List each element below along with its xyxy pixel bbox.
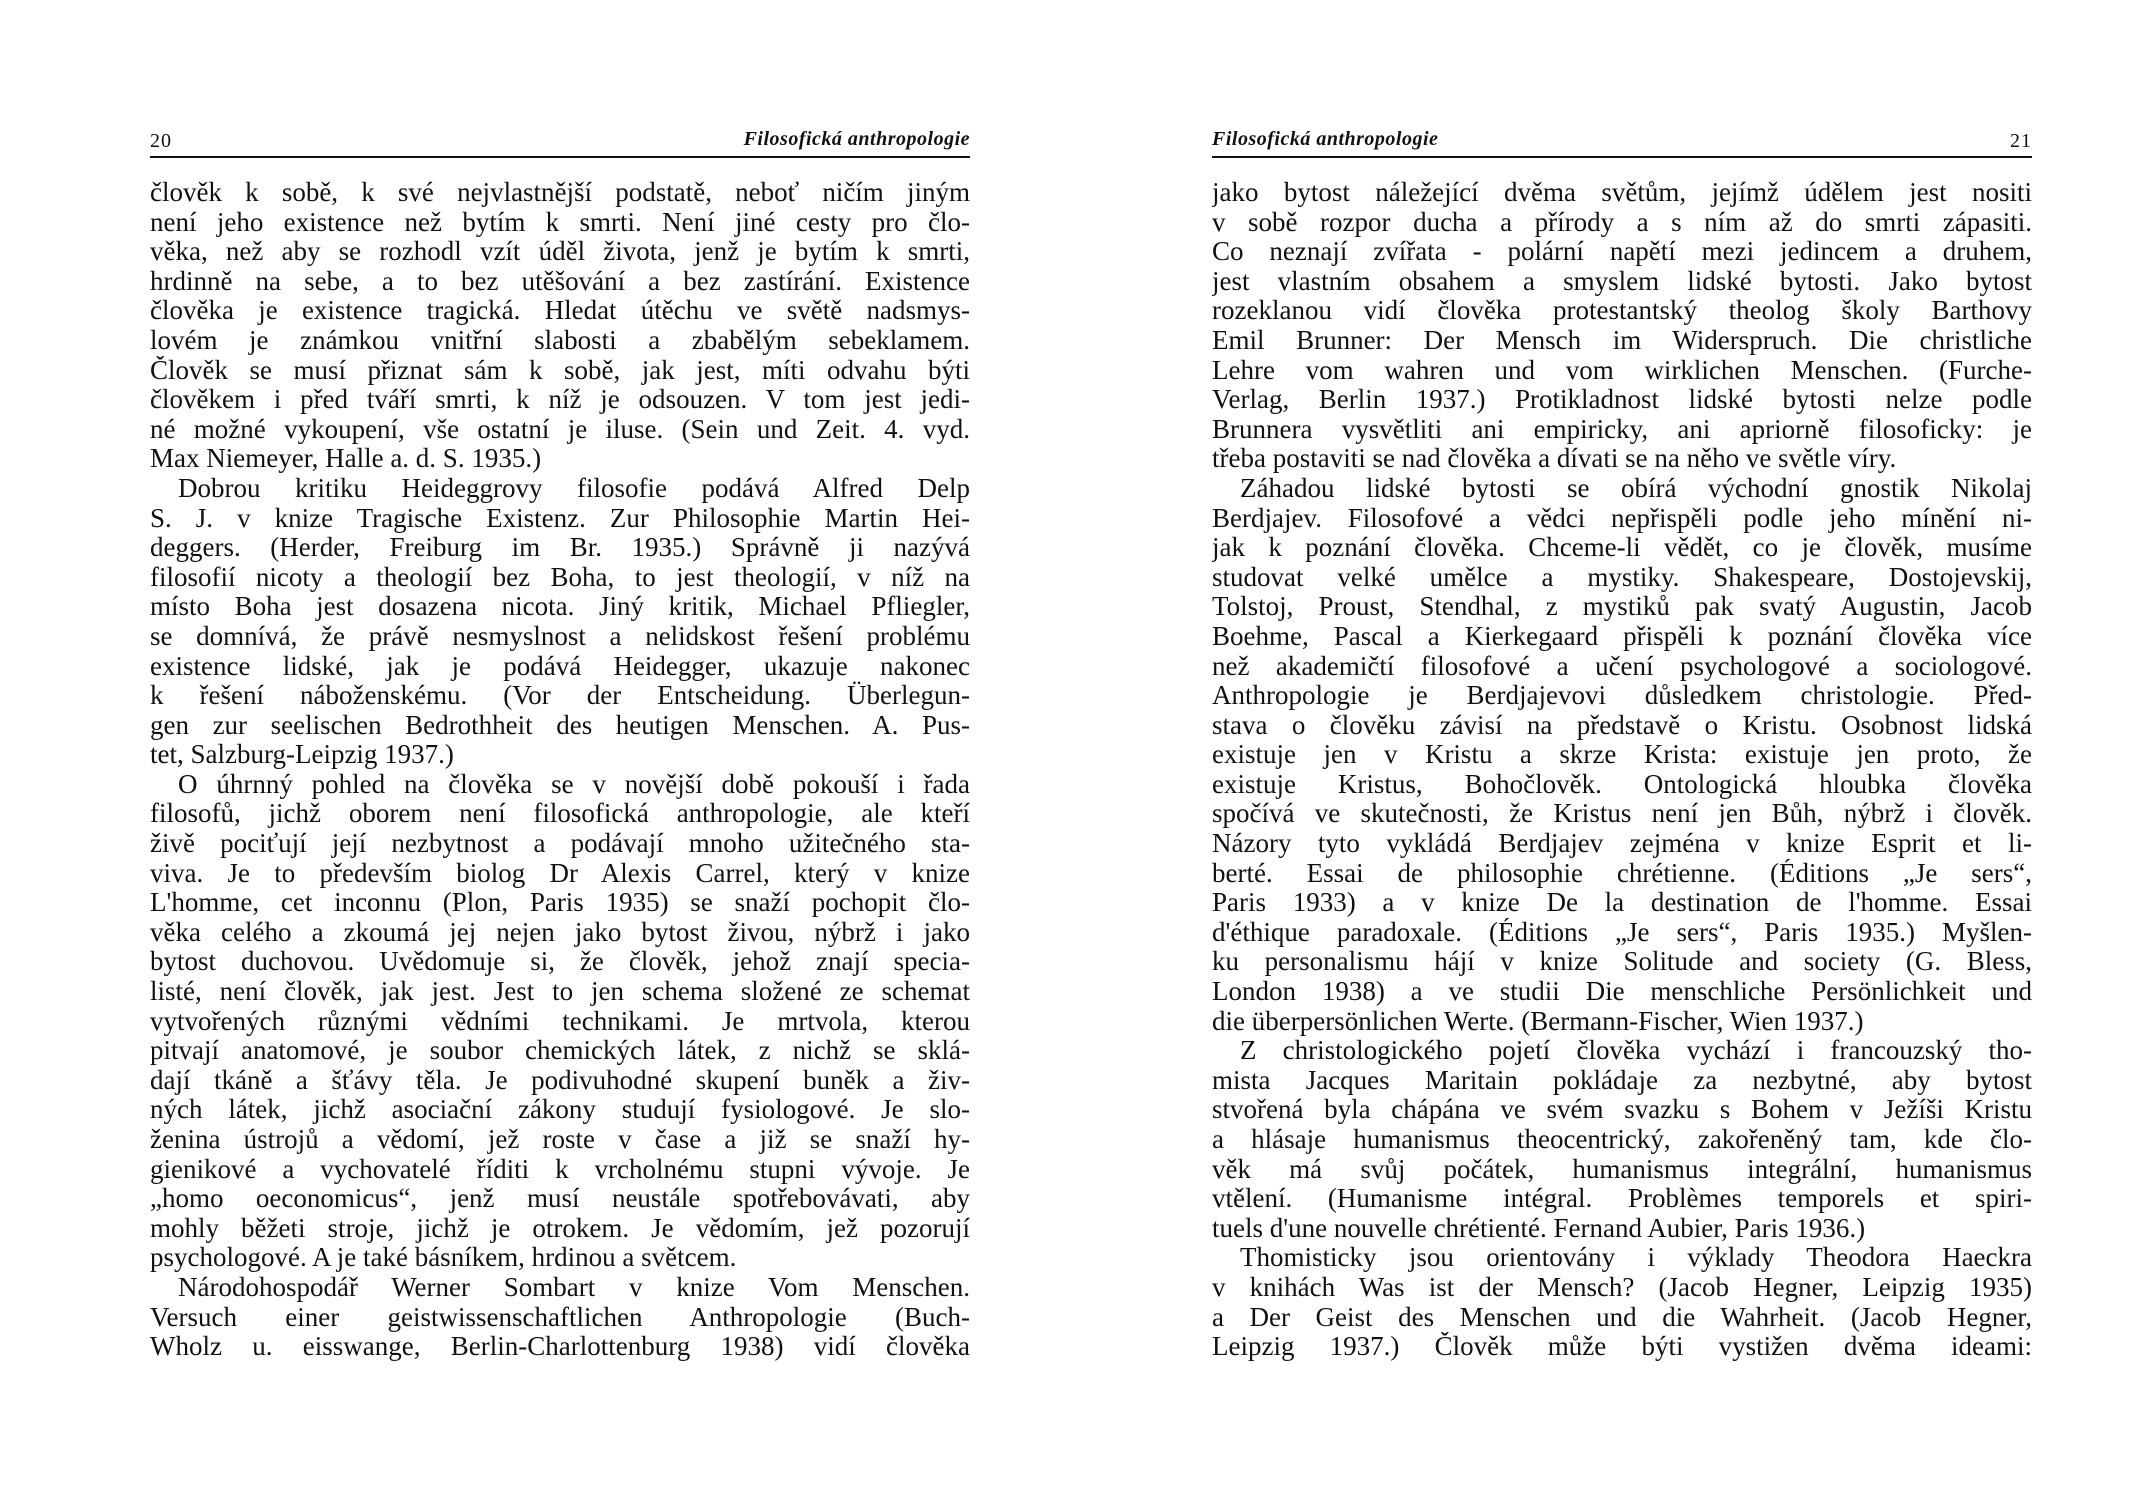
running-title: Filosofická anthropologie [1212,128,1439,150]
text-line: a hlásaje humanismus theocentrický, zakořeněný tam, kde člo- [1212,1125,2032,1154]
text-line: není jeho existence než bytím k smrti. Není jiné cesty pro člo- [150,207,970,237]
text-line: ženina ústrojů a vědomí, jež roste v čase a již se snaží hy- [150,1125,970,1154]
text-line: spočívá ve skutečnosti, že Kristus není jen Bůh, nýbrž i člověk. [1212,799,2032,829]
right-page-text [1212,178,2032,1362]
text-line: jako bytost náležející dvěma světům, jejímž údělem jest nositi [1212,178,2032,207]
text-line: existuje Kristus, Bohočlověk. Ontologická hloubka člověka [1212,769,2032,799]
text-line: stava o člověku závisí na představě o Kristu. Osobnost lidská [1212,710,2032,740]
left-page-header [150,126,970,154]
text-line: mohly běžeti stroje, jichž je otrokem. Je vědomím, jež pozorují [150,1213,970,1243]
text-line: Max Niemeyer, Halle a. d. S. 1935.) [150,444,542,474]
left-page [150,0,970,1500]
left-page-text [150,178,970,1362]
text-line: filosofií nicoty a theologií bez Boha, to jest theologií, v níž na [150,562,970,592]
text-line: existence lidské, jak je podává Heidegger, ukazuje nakonec [150,651,970,681]
text-line: člověka je existence tragická. Hledat útěchu ve světě nadsmys- [150,296,970,326]
text-line: věka, než aby se rozhodl vzít úděl života, jenž je bytím k smrti, [150,237,970,267]
text-line: než akademičtí filosofové a učení psychologové a sociologové. [1212,651,2032,681]
text-line: Berdjajev. Filosofové a vědci nepřispěli podle jeho mínění ni- [1212,503,2032,533]
text-line: třeba postaviti se nad člověka a dívati se na něho ve světle víry. [1212,444,1897,474]
text-line: d'éthique paradoxale. (Éditions „Je sers“, Paris 1935.) Myšlen- [1212,917,2032,947]
text-line: stvořená byla chápána ve svém svazku s Bohem v Ježíši Kristu [1212,1095,2032,1125]
text-line: hrdinně na sebe, a to bez utěšování a bez zastírání. Existence [150,266,970,296]
text-line: gienikové a vychovatelé říditi k vrcholnému stupni vývoje. Je [150,1154,970,1184]
text-line: ných látek, jichž asociační zákony studují fysiologové. Je slo- [150,1095,970,1125]
text-line: Boehme, Pascal a Kierkegaard přispěli k poznání člověka více [1212,621,2032,651]
text-line: se domnívá, že právě nesmyslnost a nelidskost řešení problému [150,621,970,651]
text-line: Brunnera vysvětliti ani empiricky, ani apriorně filosoficky: je [1212,414,2032,444]
text-line: Versuch einer geistwissenschaftlichen Anthropologie (Buch- [150,1302,970,1332]
text-line: filosofů, jichž oborem není filosofická anthropologie, ale kteří [150,799,970,829]
text-line: studovat velké umělce a mystiky. Shakespeare, Dostojevskij, [1212,562,2032,592]
text-line: v sobě rozpor ducha a přírody a s ním až do smrti zápasiti. [1212,207,2032,237]
text-line: Thomisticky jsou orientovány i výklady Theodora Haeckra [1240,1243,2032,1273]
text-line: tuels d'une nouvelle chrétienté. Fernand Aubier, Paris 1936.) [1212,1213,1866,1243]
text-line: listé, není člověk, jak jest. Jest to jen schema složené ze schemat [150,977,970,1007]
text-line: Tolstoj, Proust, Stendhal, z mystiků pak svatý Augustin, Jacob [1212,592,2032,622]
page-number: 21 [2010,130,2032,152]
text-line: Člověk se musí přiznat sám k sobě, jak jest, míti odvahu býti [150,355,970,385]
text-line: místo Boha jest dosazena nicota. Jiný kritik, Michael Pfliegler, [150,592,970,622]
text-line: O úhrnný pohled na člověka se v novější době pokouší i řada [178,769,970,799]
text-line: vtělení. (Humanisme intégral. Problèmes temporels et spiri- [1212,1184,2032,1214]
text-line: Emil Brunner: Der Mensch im Widerspruch. Die christliche [1212,325,2032,355]
text-line: L'homme, cet inconnu (Plon, Paris 1935) se snaží pochopit člo- [150,888,970,918]
text-line: deggers. (Herder, Freiburg im Br. 1935.) Správně ji nazývá [150,533,970,563]
text-line: Lehre vom wahren und vom wirklichen Menschen. (Furche- [1212,355,2032,385]
text-line: Anthropologie je Berdjajevovi důsledkem christologie. Před- [1212,681,2032,711]
text-line: psychologové. A je také básníkem, hrdinou a světcem. [150,1243,737,1273]
text-line: die überpersönlichen Werte. (Bermann-Fischer, Wien 1937.) [1212,1006,1864,1036]
text-line: Národohospodář Werner Sombart v knize Vom Menschen. [178,1272,970,1302]
text-line: člověkem i před tváří smrti, k níž je odsouzen. V tom jest jedi- [150,385,970,415]
text-line: gen zur seelischen Bedrothheit des heutigen Menschen. A. Pus- [150,710,970,740]
text-line: bytost duchovou. Uvědomuje si, že člověk, jehož znají specia- [150,947,970,977]
text-line: existuje jen v Kristu a skrze Krista: existuje jen proto, že [1212,740,2032,770]
text-line: viva. Je to především biolog Dr Alexis Carrel, který v knize [150,858,970,888]
text-line: S. J. v knize Tragische Existenz. Zur Philosophie Martin Hei- [150,503,970,533]
running-title: Filosofická anthropologie [743,128,970,150]
text-line: Wholz u. eisswange, Berlin-Charlottenburg 1938) vidí člověka [150,1332,970,1362]
text-line: ku personalismu hájí v knize Solitude and society (G. Bless, [1212,947,2032,977]
text-line: věka celého a zkoumá jej nejen jako bytost živou, nýbrž i jako [150,917,970,947]
text-line: Co neznají zvířata - polární napětí mezi jedincem a druhem, [1212,237,2032,267]
text-line: Záhadou lidské bytosti se obírá východní gnostik Nikolaj [1240,473,2032,503]
text-line: a Der Geist des Menschen und die Wahrheit. (Jacob Hegner, [1212,1302,2032,1332]
text-line: živě pociťují její nezbytnost a podávají mnoho užitečného sta- [150,829,970,859]
text-line: Paris 1933) a v knize De la destination de l'homme. Essai [1212,888,2032,918]
text-line: k řešení náboženskému. (Vor der Entscheidung. Überlegun- [150,681,970,711]
text-line: Z christologického pojetí člověka vychází i francouzský tho- [1240,1036,2032,1066]
text-line: Verlag, Berlin 1937.) Protikladnost lidské bytosti nelze podle [1212,385,2032,415]
text-line: v knihách Was ist der Mensch? (Jacob Hegner, Leipzig 1935) [1212,1272,2032,1302]
text-line: člověk k sobě, k své nejvlastnější podstatě, neboť ničím jiným [150,178,970,207]
text-line: berté. Essai de philosophie chrétienne. (Éditions „Je sers“, [1212,858,2032,888]
text-line: London 1938) a ve studii Die menschliche Persönlichkeit und [1212,977,2032,1007]
text-line: vytvořených různými vědními technikami. Je mrtvola, kterou [150,1006,970,1036]
header-rule [150,156,970,158]
text-line: pitvají anatomové, je soubor chemických látek, z nichž se sklá- [150,1036,970,1066]
page-number: 20 [150,130,172,152]
text-line: rozeklanou vidí člověka protestantský theolog školy Barthovy [1212,296,2032,326]
text-line: né možné vykoupení, vše ostatní je iluse. (Sein und Zeit. 4. vyd. [150,414,970,444]
right-page-header [1212,126,2032,154]
text-line: jak k poznání člověka. Chceme-li vědět, co je člověk, musíme [1212,533,2032,563]
text-line: mista Jacques Maritain pokládaje za nezbytné, aby bytost [1212,1065,2032,1095]
text-line: jest vlastním obsahem a smyslem lidské bytosti. Jako bytost [1212,266,2032,296]
text-line: věk má svůj počátek, humanismus integrální, humanismus [1212,1154,2032,1184]
text-line: lovém je známkou vnitřní slabosti a zbabělým sebeklamem. [150,325,970,355]
text-line: tet, Salzburg-Leipzig 1937.) [150,740,454,770]
header-rule [1212,156,2032,158]
text-line: Dobrou kritiku Heideggrovy filosofie podává Alfred Delp [178,473,970,503]
text-line: Leipzig 1937.) Člověk může býti vystižen dvěma ideami: [1212,1332,2032,1362]
right-page [1212,0,2032,1500]
text-line: „homo oeconomicus“, jenž musí neustále spotřebovávati, aby [150,1184,970,1214]
text-line: Názory tyto vykládá Berdjajev zejména v knize Esprit et li- [1212,829,2032,859]
text-line: dají tkáně a šťávy těla. Je podivuhodné skupení buněk a živ- [150,1065,970,1095]
